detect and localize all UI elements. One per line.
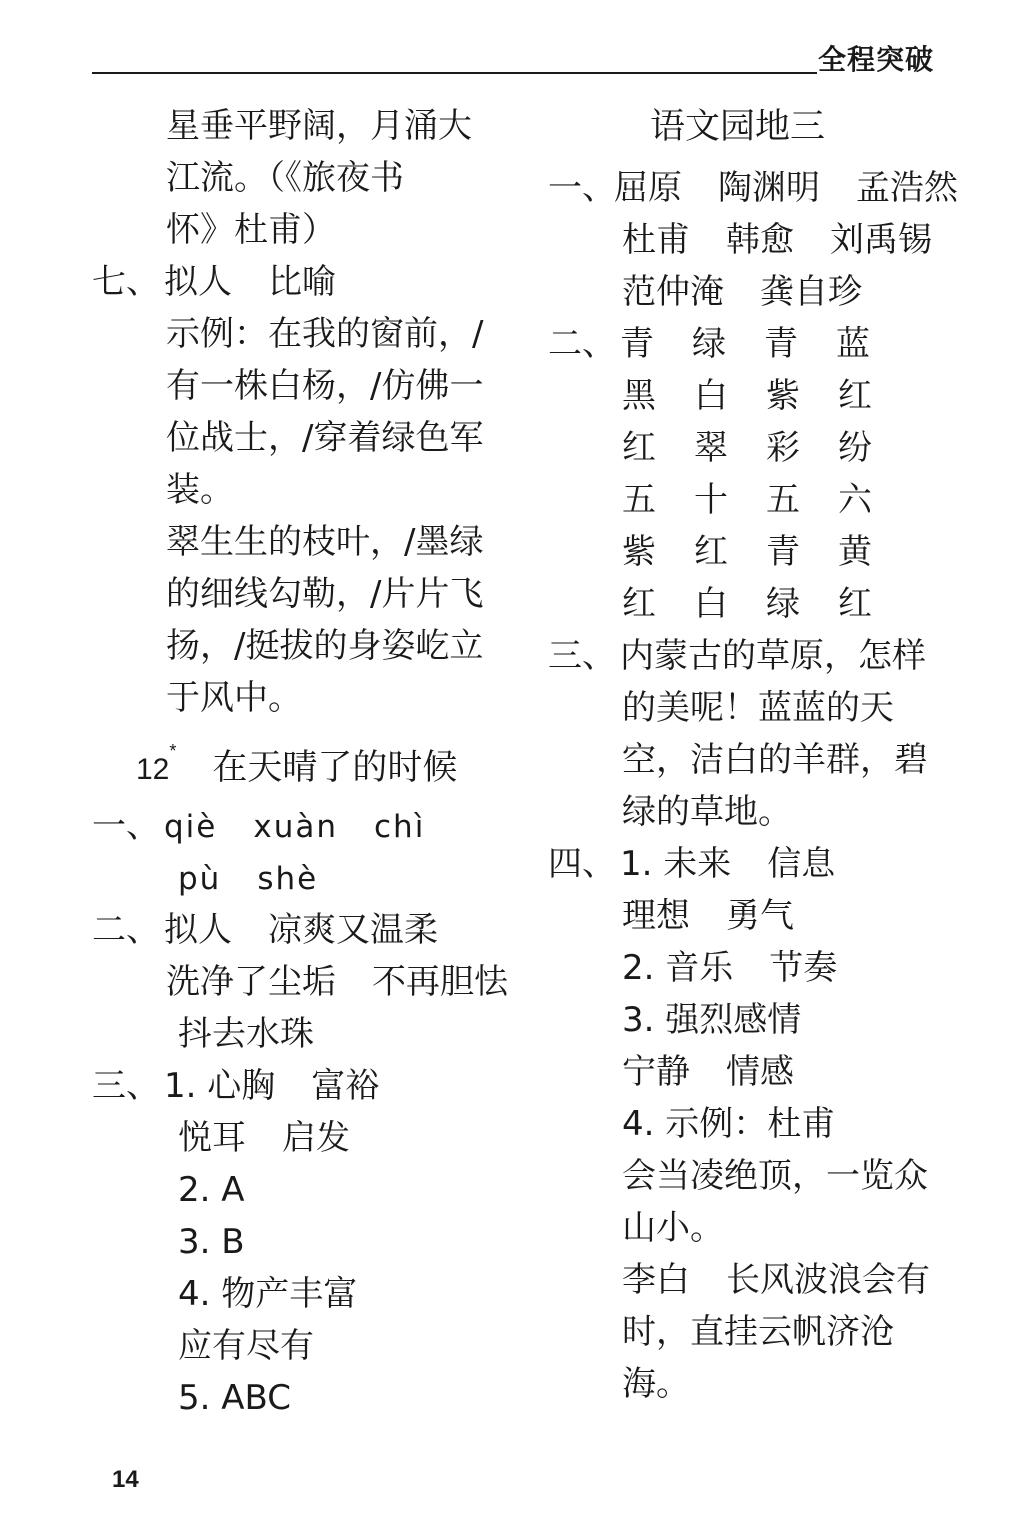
left-column: [92, 100, 532, 1424]
pinyin: chì: [374, 809, 426, 845]
r4-answer: 李白: [622, 1260, 690, 1300]
r4-line: [548, 1254, 968, 1306]
poem-line: 怀》杜甫）: [166, 210, 336, 250]
q7-example-line: 位战士，/穿着绿色军: [166, 418, 484, 458]
r4-answer: 长风波浪会有: [726, 1260, 930, 1300]
r4-line: 山小。: [622, 1208, 724, 1248]
right-column: [548, 100, 968, 1410]
r4-line: 3. 强烈感情: [622, 1000, 802, 1040]
color-char: 五: [766, 480, 800, 520]
r4-answer: 2. 音乐: [622, 948, 734, 988]
r4-answer: 宁静: [622, 1052, 690, 1092]
pinyin: shè: [257, 861, 319, 897]
pinyin: xuàn: [253, 809, 339, 845]
s2-answer: 凉爽又温柔: [268, 910, 438, 950]
q7-line: [92, 256, 532, 308]
color-char: 青: [764, 324, 798, 364]
r4-line: [548, 1046, 968, 1098]
q7-example-line: 于风中。: [166, 678, 302, 718]
lesson-star: *: [169, 741, 177, 761]
color-char: 绿: [766, 584, 800, 624]
color-char: 青: [620, 324, 654, 364]
lesson-number: 12*: [136, 741, 177, 786]
q7-example-line: 有一株白杨，/仿佛一: [166, 366, 484, 406]
author-name: 韩愈: [726, 220, 794, 260]
r3-line: 空，洁白的羊群，碧: [622, 740, 928, 780]
r1-line: [548, 162, 968, 214]
color-char: 纷: [838, 428, 872, 468]
s1-line: [92, 852, 532, 904]
s1-line: [92, 800, 532, 852]
author-name: 陶渊明: [718, 168, 820, 208]
r2-line: [548, 474, 968, 526]
section-title: 语文园地三: [650, 107, 826, 147]
q7-marker: 七、: [92, 262, 160, 302]
author-name: 刘禹锡: [830, 220, 932, 260]
color-char: 红: [622, 428, 656, 468]
author-name: 龚自珍: [760, 272, 862, 312]
pinyin: qiè: [164, 809, 218, 845]
r2-line: [548, 526, 968, 578]
s2-line: 抖去水珠: [178, 1014, 314, 1054]
r2-marker: 二、: [548, 324, 616, 364]
r4-line: [548, 942, 968, 994]
color-char: 红: [838, 584, 872, 624]
r4-line: 4. 示例：杜甫: [622, 1104, 836, 1144]
q7-answer: 比喻: [268, 262, 336, 302]
r2-line: [548, 422, 968, 474]
r2-line: [548, 578, 968, 630]
s3-line: 应有尽有: [178, 1326, 314, 1366]
color-char: 白: [694, 376, 728, 416]
s2-marker: 二、: [92, 910, 160, 950]
color-char: 红: [838, 376, 872, 416]
s3-answer: 富裕: [311, 1066, 380, 1106]
header-brand: 全程突破: [818, 43, 935, 76]
s2-answer: 拟人: [164, 910, 232, 950]
color-char: 六: [838, 480, 872, 520]
color-char: 翠: [694, 428, 728, 468]
s3-answer: 1. 心胸: [164, 1066, 276, 1106]
pinyin: pù: [178, 861, 222, 897]
q7-example-line: 装。: [166, 470, 234, 510]
s3-line: [92, 1060, 532, 1112]
s2-answer: 不再胆怯: [372, 962, 508, 1002]
s3-line: [92, 1112, 532, 1164]
r4-answer: 情感: [726, 1052, 794, 1092]
q7-example-line: 翠生生的枝叶，/墨绿: [166, 522, 484, 562]
color-char: 蓝: [836, 324, 870, 364]
color-char: 黄: [838, 532, 872, 572]
r3-line: 的美呢！蓝蓝的天: [622, 688, 894, 728]
q7-example-line: 示例：在我的窗前，/: [166, 314, 484, 354]
color-char: 紫: [766, 376, 800, 416]
s3-answer: 启发: [282, 1118, 350, 1158]
color-char: 绿: [692, 324, 726, 364]
r3-line: 绿的草地。: [622, 792, 792, 832]
color-char: 五: [622, 480, 656, 520]
s3-line: 5. ABC: [178, 1378, 291, 1418]
r3-marker: 三、: [548, 636, 616, 676]
r4-answer: 勇气: [726, 896, 794, 936]
author-name: 孟浩然: [856, 168, 958, 208]
color-char: 紫: [622, 532, 656, 572]
r1-line: [548, 214, 968, 266]
lesson-title-text: 在天晴了的时候: [212, 748, 458, 788]
s1-marker: 一、: [92, 806, 160, 846]
q7-example-line: 扬，/挺拔的身姿屹立: [166, 626, 484, 666]
color-char: 黑: [622, 376, 656, 416]
r4-marker: 四、: [548, 844, 616, 884]
poem-line: 星垂平野阔，月涌大: [166, 106, 472, 146]
color-char: 红: [622, 584, 656, 624]
color-char: 白: [694, 584, 728, 624]
r4-answer: 理想: [622, 896, 690, 936]
r4-line: 海。: [622, 1364, 690, 1404]
s3-line: 4. 物产丰富: [178, 1274, 358, 1314]
q7-example-line: 的细线勾勒，/片片飞: [166, 574, 484, 614]
r3-text: 内蒙古的草原，怎样: [620, 636, 926, 676]
author-name: 范仲淹: [622, 272, 724, 312]
r4-answer: 节奏: [769, 948, 838, 988]
r4-line: [548, 838, 968, 890]
r4-answer: 1. 未来: [620, 844, 732, 884]
color-char: 青: [766, 532, 800, 572]
q7-answer: 拟人: [164, 262, 232, 302]
r1-line: [548, 266, 968, 318]
s3-line: 3. B: [178, 1222, 245, 1262]
color-char: 十: [694, 480, 728, 520]
r2-line: [548, 318, 968, 370]
page-number: 14: [112, 1466, 139, 1493]
header-rule: [92, 72, 817, 74]
s2-line: [92, 904, 532, 956]
color-char: 红: [694, 532, 728, 572]
s2-answer: 洗净了尘垢: [166, 962, 336, 1002]
author-name: 屈原: [614, 168, 682, 208]
color-char: 彩: [766, 428, 800, 468]
poem-line: 江流。（《旅夜书: [166, 158, 404, 198]
r2-line: [548, 370, 968, 422]
s3-line: 2. A: [178, 1170, 245, 1210]
s3-answer: 悦耳: [178, 1118, 246, 1158]
s2-line: [92, 956, 532, 1008]
lesson-title: [92, 736, 532, 800]
r1-marker: 一、: [548, 168, 616, 208]
r3-line: [548, 630, 968, 682]
author-name: 杜甫: [622, 220, 690, 260]
r4-line: 时，直挂云帆济沧: [622, 1312, 894, 1352]
r4-answer: 信息: [767, 844, 836, 884]
s3-marker: 三、: [92, 1066, 160, 1106]
r4-line: [548, 890, 968, 942]
r4-line: 会当凌绝顶，一览众: [622, 1156, 928, 1196]
